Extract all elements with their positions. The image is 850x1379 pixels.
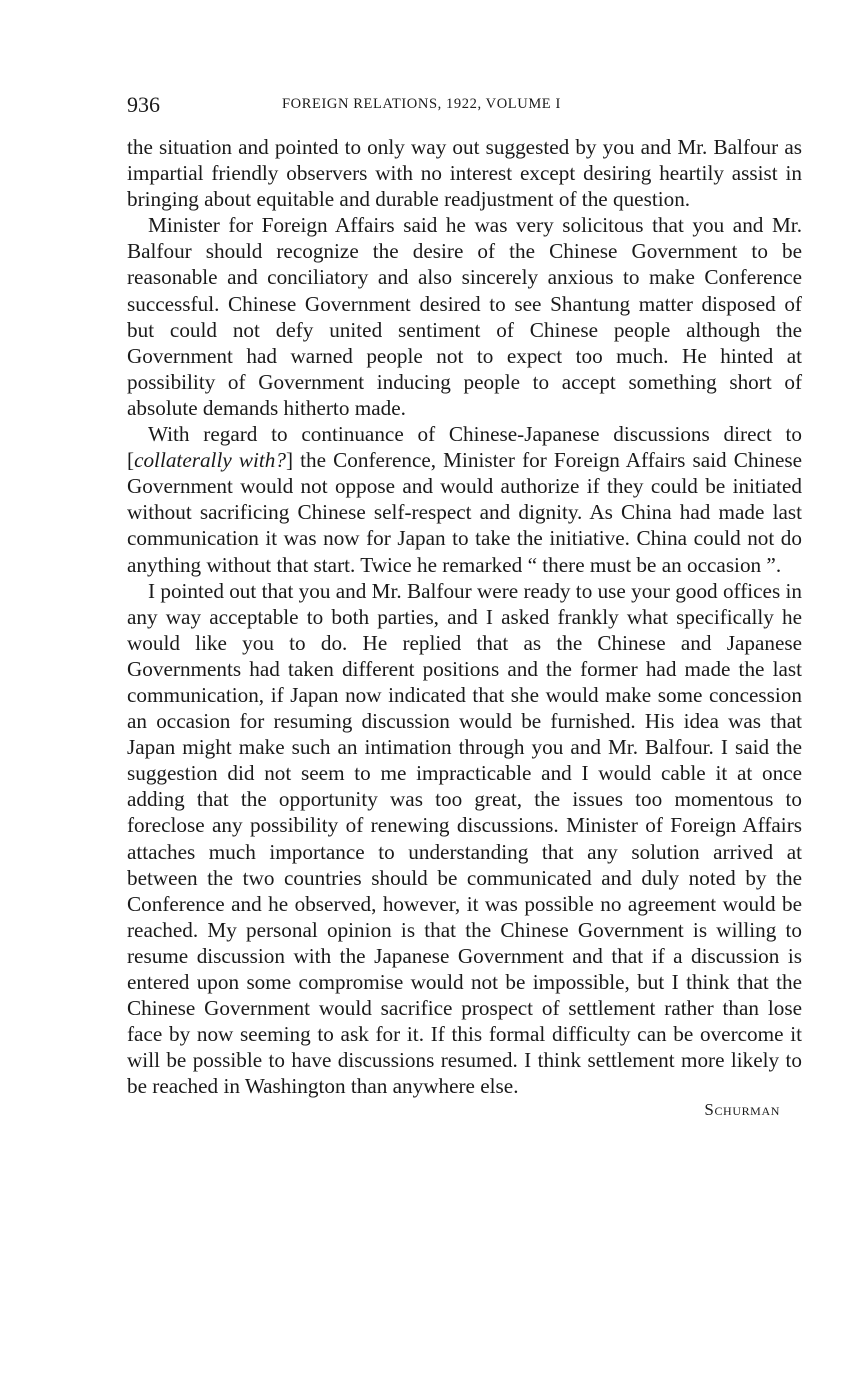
- paragraph-good-offices: I pointed out that you and Mr. Balfour were ready to use your good offices in any way acceptable to both parties, and I asked frankly what specifically he would like you to do. He replied that as the Chinese and Japanese Governments had taken different positions and the former had made the last communication, if Japan now indicated that she would make some concession an occasion for resuming discussion would be furnished. His idea was that Japan might make such an intimation through you and Mr. Balfour. I said the suggestion did not seem to me impracticable and I would cable it at once adding that the opportunity was too great, the issues too momentous to foreclose any possibility of renewing discussions. Minister of Foreign Affairs attaches much importance to understanding that any solution arrived at between the two countries should be communicated and duly noted by the Conference and he observed, however, it was possible no agreement would be reached. My personal opinion is that the Chinese Government is willing to resume discussion with the Japanese Government and that if a discussion is entered upon some compromise would not be impossible, but I think that the Chinese Government would sacrifice prospect of settlement rather than lose face by now seeming to ask for it. If this formal difficulty can be overcome it will be possible to have discussions resumed. I think settlement more likely to be reached in Washington than anywhere else.: [127, 578, 802, 1099]
- running-title: FOREIGN RELATIONS, 1922, VOLUME I: [282, 96, 561, 112]
- paragraph-text-after: ] the Conference, Minister for Foreign Affairs said Chinese Government would not oppose and would authorize if they could be initiated without sacrificing Chinese self-respect and dignity. As China had made last communication it was now for Japan to take the initiative. China could not do anything without that start. Twice he remarked “ there must be an occasion ”.: [127, 448, 803, 577]
- paragraph-continuation: the situation and pointed to only way out suggested by you and Mr. Balfour as impartial friendly observers with no interest except desiring heartily assist in bringing about equitable and durable readjustment of the question.: [127, 135, 802, 212]
- editorial-conjecture: collaterally with?: [134, 448, 286, 473]
- page-number: 936: [127, 92, 160, 117]
- paragraph-text-before: With regard to continuance of Chinese-Japanese discussions direct to [: [127, 422, 802, 473]
- running-head: [127, 88, 802, 122]
- document-page: [127, 88, 802, 1120]
- paragraph-minister-solicitous: Minister for Foreign Affairs said he was very solicitous that you and Mr. Balfour should recognize the desire of the Chinese Government to be reasonable and conciliatory and also sincerely anxious to make Conference successful. Chinese Government desired to see Shantung matter disposed of but could not defy united sentiment of Chinese people although the Government had warned people not to expect too much. He hinted at possibility of Government inducing people to accept something short of absolute demands hitherto made.: [127, 213, 802, 420]
- signature: Schurman: [704, 1100, 780, 1120]
- paragraph-discussions-direct: [127, 421, 802, 578]
- body-text: [127, 134, 802, 1099]
